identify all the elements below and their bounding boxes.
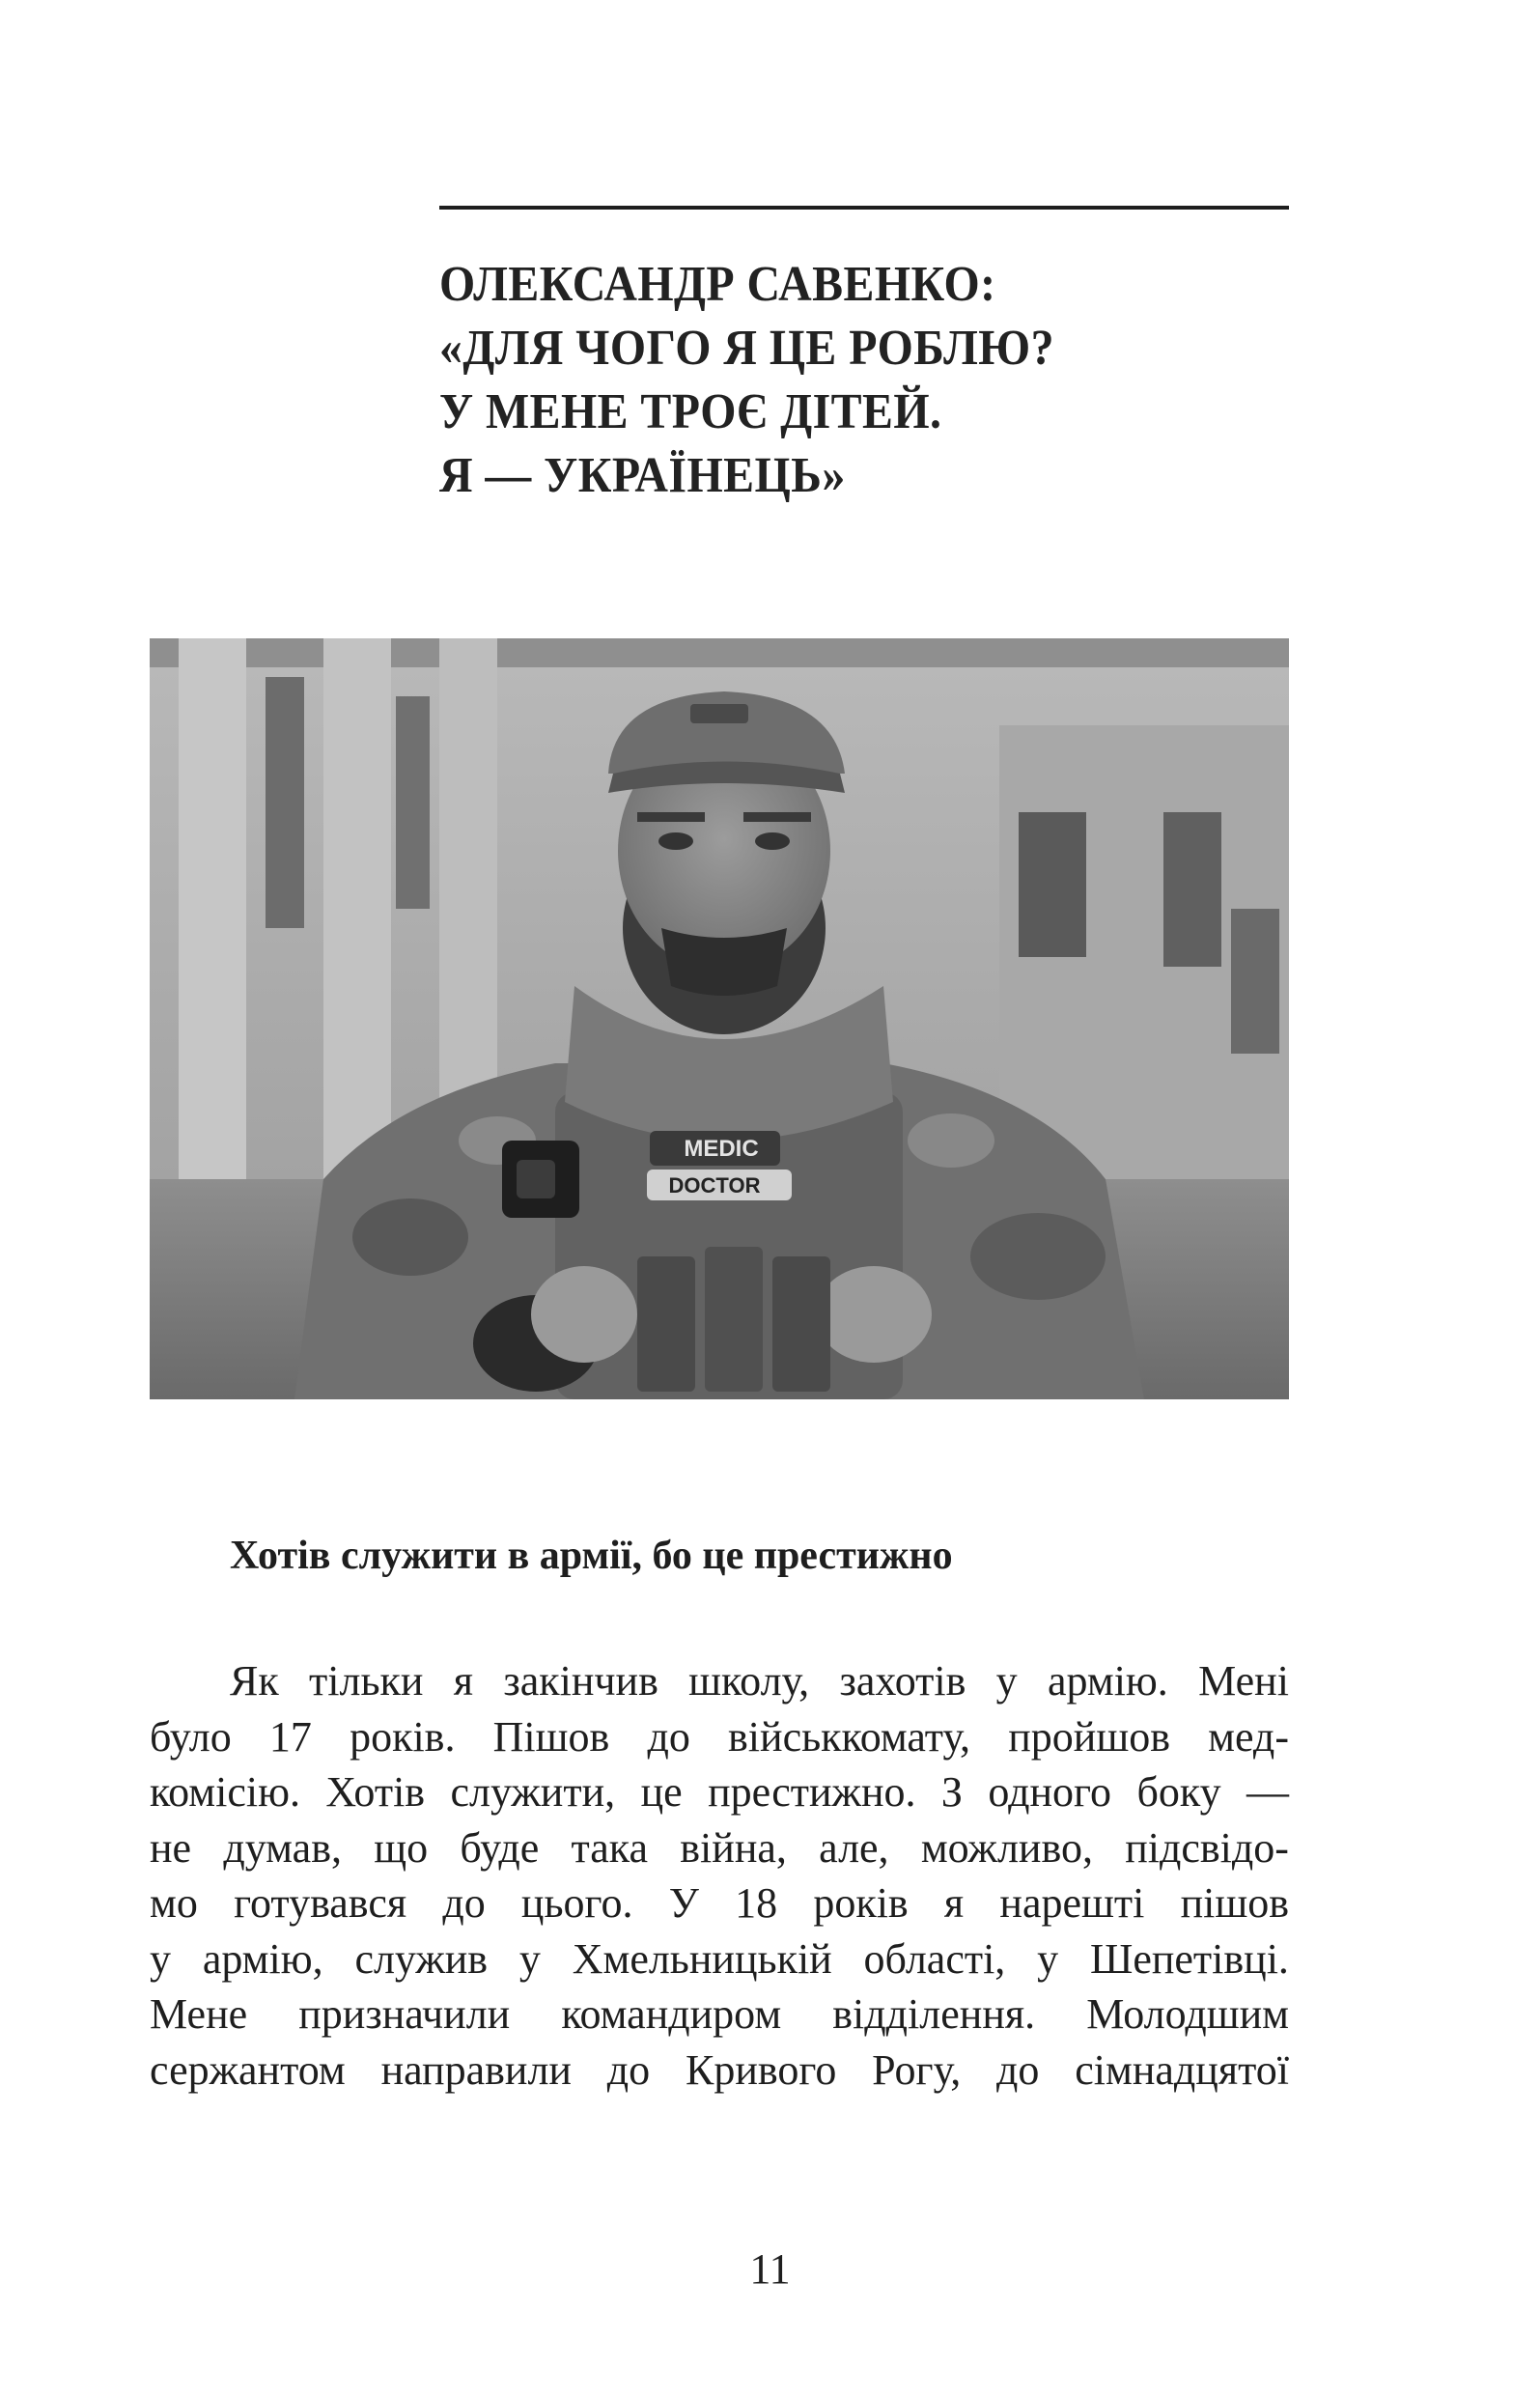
body-word: нарешті <box>999 1879 1145 1927</box>
chapter-title-line: Я — УКРАЇНЕЦЬ» <box>439 448 846 503</box>
body-word: пройшов <box>1008 1712 1170 1761</box>
body-word: що <box>374 1823 429 1872</box>
body-word: цього. <box>520 1879 633 1927</box>
body-word: армію, <box>202 1934 323 1983</box>
body-word: Молодшим <box>1086 1990 1289 2038</box>
body-word: не <box>150 1823 192 1872</box>
body-line <box>150 1764 1289 1820</box>
body-word: але, <box>819 1823 889 1872</box>
medic-patch-text: MEDIC <box>684 1136 759 1162</box>
body-word: років. <box>350 1712 456 1761</box>
body-word: сімнадцятої <box>1075 2045 1289 2094</box>
body-word: школу, <box>688 1657 810 1705</box>
body-word: Пішов <box>492 1712 610 1761</box>
body-line <box>150 1931 1289 1987</box>
portrait-photo <box>150 638 1289 1399</box>
body-word: підсвідо- <box>1125 1823 1289 1872</box>
body-word: думав, <box>223 1823 342 1872</box>
body-word: Кривого <box>686 2045 837 2094</box>
page-number: 11 <box>749 2245 791 2293</box>
doctor-patch-text: DOCTOR <box>668 1173 761 1198</box>
body-word: я <box>453 1657 474 1705</box>
body-line <box>150 1875 1289 1931</box>
body-word: захотів <box>839 1657 966 1705</box>
body-word: буде <box>460 1823 540 1872</box>
body-word: Мені <box>1198 1657 1289 1705</box>
body-word: це <box>640 1768 683 1816</box>
body-word: боку <box>1136 1768 1221 1816</box>
body-word: Мене <box>150 1990 248 2038</box>
body-word: закінчив <box>503 1657 658 1705</box>
body-word: років <box>813 1879 909 1927</box>
body-line <box>150 1653 1289 1709</box>
body-word: Шепетівці. <box>1089 1934 1289 1983</box>
body-word: відділення. <box>832 1990 1036 2038</box>
body-word: у <box>1037 1934 1059 1983</box>
body-word: призначили <box>298 1990 511 2038</box>
body-word: війна, <box>680 1823 787 1872</box>
body-word: — <box>1246 1768 1289 1816</box>
body-word: командиром <box>561 1990 782 2038</box>
body-word: Рогу, <box>872 2045 962 2094</box>
body-word: Хотів <box>325 1768 426 1816</box>
body-word: тільки <box>309 1657 424 1705</box>
body-word: у <box>150 1934 171 1983</box>
body-word: служив <box>354 1934 489 1983</box>
body-word: одного <box>988 1768 1112 1816</box>
body-line <box>150 1709 1289 1765</box>
body-word: 17 <box>268 1712 312 1761</box>
chapter-title-line: ОЛЕКСАНДР САВЕНКО: <box>439 257 996 312</box>
body-word: армію. <box>1047 1657 1168 1705</box>
body-word: області, <box>863 1934 1006 1983</box>
body-word: направили <box>380 2045 572 2094</box>
body-word: З <box>940 1768 963 1816</box>
body-word: можливо, <box>920 1823 1093 1872</box>
body-word: до <box>647 1712 690 1761</box>
body-word: до <box>442 1879 486 1927</box>
body-word: у <box>995 1657 1018 1705</box>
body-word: готувався <box>234 1879 407 1927</box>
body-word: комісію. <box>150 1768 300 1816</box>
body-word: було <box>150 1712 232 1761</box>
body-line <box>150 1987 1289 2043</box>
body-word: у <box>518 1934 541 1983</box>
body-word: сержантом <box>150 2045 346 2094</box>
body-word: Хмельницькій <box>572 1934 832 1983</box>
body-word: мо <box>150 1879 198 1927</box>
body-word: Як <box>230 1657 279 1705</box>
chapter-title-line: «ДЛЯ ЧОГО Я ЦЕ РОБЛЮ? <box>439 321 1054 376</box>
body-word: така <box>571 1823 649 1872</box>
body-word: 18 <box>735 1879 778 1927</box>
chapter-title-line: У МЕНЕ ТРОЄ ДІТЕЙ. <box>439 384 942 439</box>
title-rule <box>439 206 1289 210</box>
chapter-title <box>439 253 1221 508</box>
section-heading: Хотів служити в армії, бо це престижно <box>230 1534 953 1578</box>
body-word: престижно. <box>708 1768 916 1816</box>
body-word: пішов <box>1180 1879 1289 1927</box>
body-word: я <box>943 1879 965 1927</box>
body-word: У <box>668 1879 699 1927</box>
body-word: мед- <box>1208 1712 1289 1761</box>
body-paragraph <box>150 1653 1289 2098</box>
body-word: служити, <box>450 1768 616 1816</box>
body-word: до <box>996 2045 1040 2094</box>
body-word: до <box>606 2045 651 2094</box>
body-word: військкомату, <box>728 1712 971 1761</box>
body-line <box>150 1820 1289 1876</box>
body-line <box>150 2043 1289 2099</box>
